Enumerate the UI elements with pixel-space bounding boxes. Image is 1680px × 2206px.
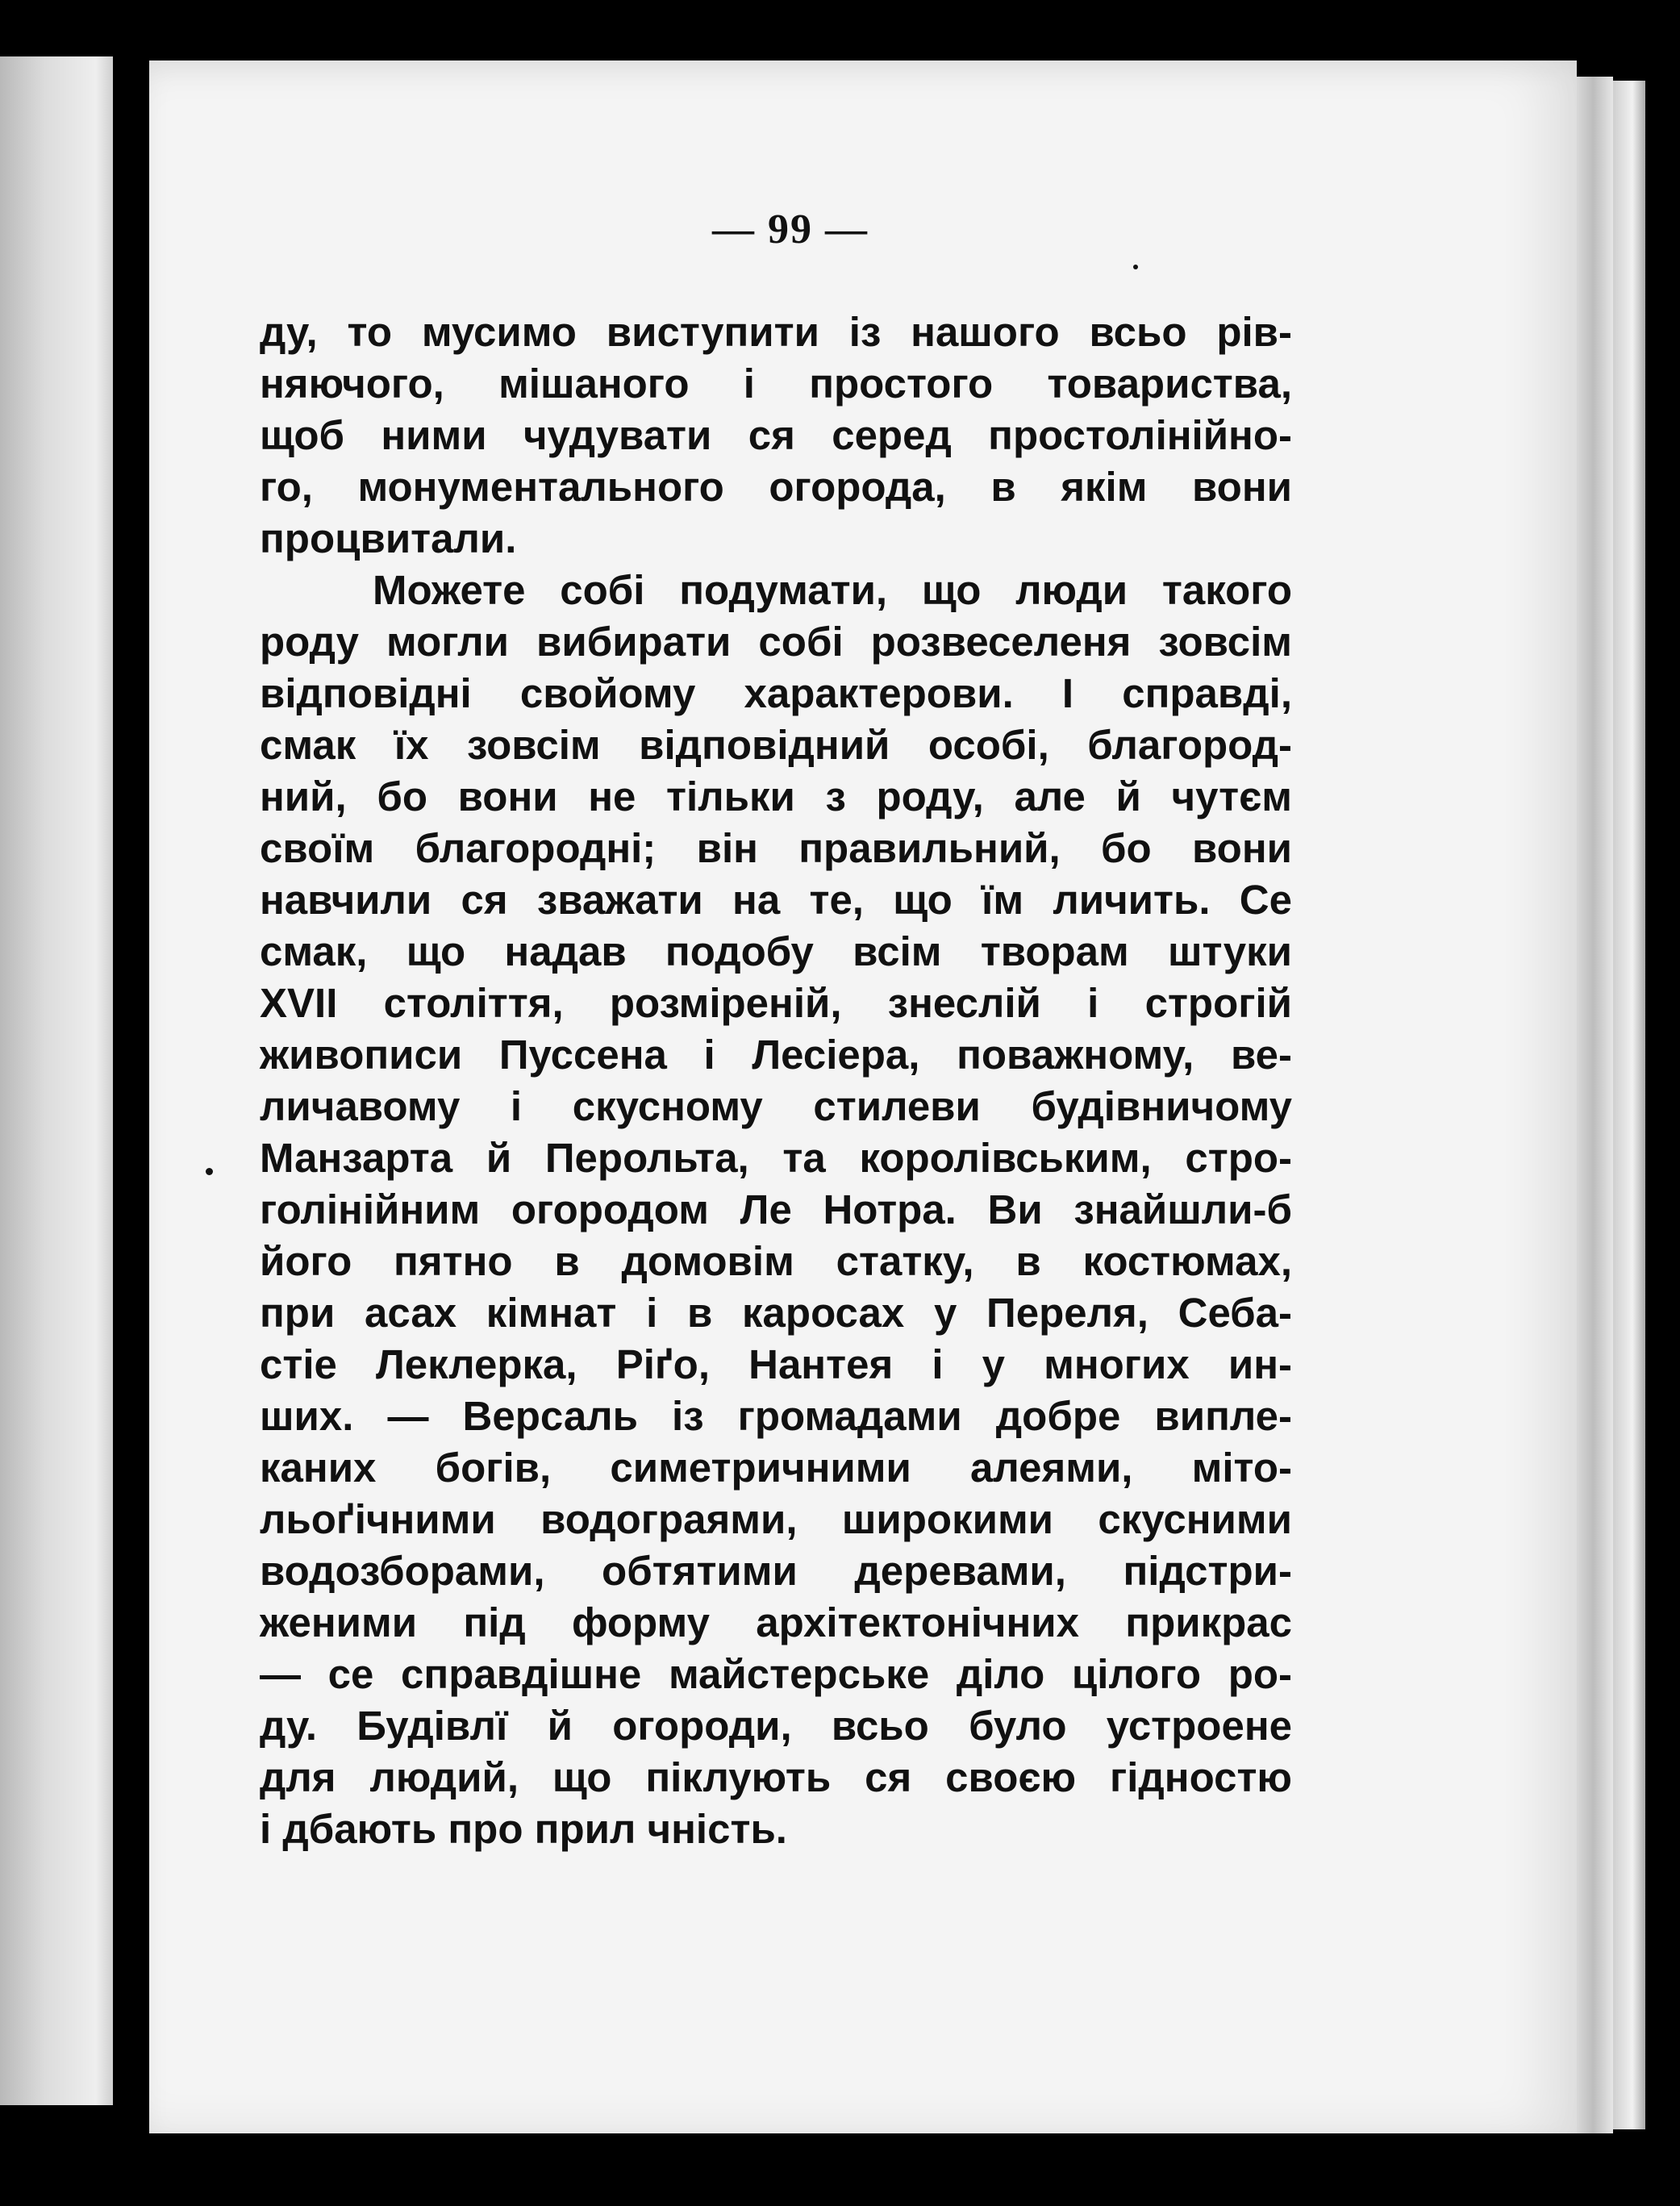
text-line: його пятно в домовім статку, в костюмах, (260, 1238, 1292, 1284)
text-line: женими під форму архітектонічних прикрас (260, 1599, 1292, 1645)
print-speck (1133, 265, 1138, 269)
text-line: Манзарта й Перольта, та королівським, стро- (260, 1135, 1292, 1181)
text-line: і дбають про прил чність. (260, 1806, 787, 1852)
paragraph (260, 565, 1292, 1855)
paragraph (260, 307, 1292, 565)
text-line: смак їх зовсім відповідний особі, благород- (260, 722, 1292, 768)
text-line: Можете собі подумати, що люди такого (373, 567, 1292, 613)
text-line: — се справдішне майстерське діло цілого ро- (260, 1651, 1292, 1697)
text-line: відповідні свойому характерови. І справді, (260, 670, 1292, 716)
text-line: ду, то мусимо виступити із нашого всьо рів- (260, 309, 1292, 355)
text-line: каних богів, симетричними алеями, міто- (260, 1445, 1292, 1491)
text-line: навчили ся зважати на те, що їм личить. Се (260, 877, 1292, 923)
text-line: живописи Пуссена і Лесіера, поважному, ве- (260, 1032, 1292, 1078)
text-line: го, монументального огорода, в якім вони (260, 464, 1292, 510)
text-line: водозборами, обтятими деревами, підстри- (260, 1548, 1292, 1594)
page-stack-edge-outer (1613, 81, 1645, 2129)
text-line: для людий, що піклують ся своєю гідностю (260, 1754, 1292, 1800)
book-gutter (113, 0, 149, 2206)
text-line: смак, що надав подобу всім творам штуки (260, 928, 1292, 974)
left-page-edge (0, 56, 113, 2105)
text-line: ду. Будівлї й огороди, всьо було устроене (260, 1703, 1292, 1749)
text-line: роду могли вибирати собі розвеселеня зовсім (260, 619, 1292, 665)
text-line: щоб ними чудувати ся серед простолінійно- (260, 412, 1292, 458)
text-line: своїм благородні; він правильний, бо вони (260, 825, 1292, 871)
text-line: XVII століття, розміреній, знеслій і строгій (260, 980, 1292, 1026)
page-number: — 99 — (712, 206, 869, 252)
text-line: голінійним огородом Ле Нотра. Ви знайшли-б (260, 1186, 1292, 1232)
text-line: ших. — Версаль із громадами добре випле- (260, 1393, 1292, 1439)
text-line: личавому і скусному стилеви будівничому (260, 1083, 1292, 1129)
text-line: льоґічними водограями, широкими скусними (260, 1496, 1292, 1542)
body-text (260, 307, 1292, 1855)
text-line: процвитали. (260, 515, 517, 561)
text-line: няючого, мішаного і простого товариства, (260, 361, 1292, 407)
print-speck (206, 1168, 213, 1175)
text-line: ний, бо вони не тільки з роду, але й чутєм (260, 774, 1292, 819)
text-line: стіе Леклерка, Ріґо, Нантея і у многих ин- (260, 1341, 1292, 1387)
page-stack-edge (1577, 77, 1613, 2133)
text-line: при асах кімнат і в каросах у Переля, Себа- (260, 1290, 1292, 1336)
